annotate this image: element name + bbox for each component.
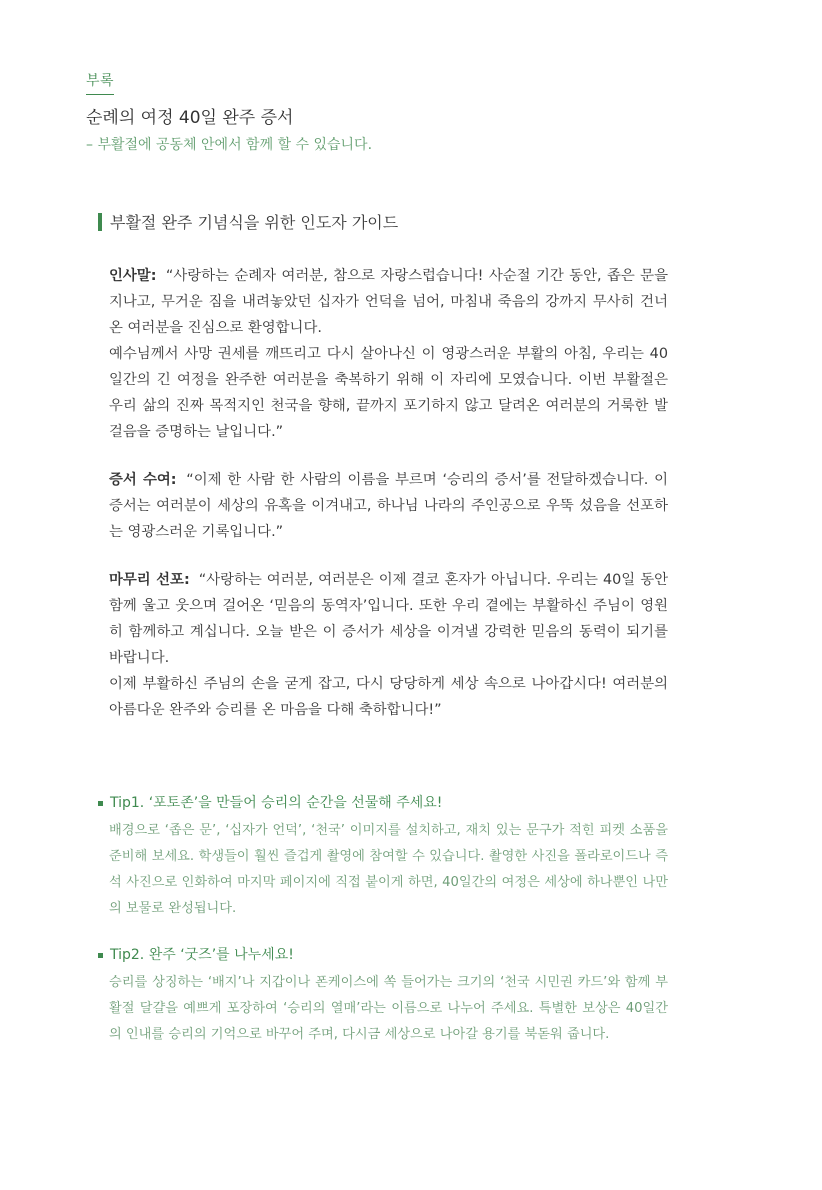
greeting-block (98, 263, 668, 445)
tip-item (98, 944, 668, 1048)
tip-title (98, 944, 668, 964)
tip-title-text: Tip1. ‘포토존’을 만들어 승리의 순간을 선물해 주세요! (110, 795, 443, 811)
heading-accent-bar (98, 213, 102, 231)
award-text: “이제 한 사람 한 사람의 이름을 부르며 ‘승리의 증서’를 전달하겠습니다. 이 증서는 여러분이 세상의 유혹을 이겨내고, 하나님 나라의 주인공으로 우뚝 섰음을 선포하는 영광스러운 기록입니다.” (109, 472, 669, 540)
greeting-label: 인사말: (109, 268, 157, 284)
tip-title-text: Tip2. 완주 ‘굿즈’를 나누세요! (110, 947, 294, 963)
appendix-tag: 부록 (86, 70, 114, 95)
tip-item (98, 792, 668, 922)
square-bullet-icon (98, 953, 103, 958)
closing-text-2: 이제 부활하신 주님의 손을 굳게 잡고, 다시 당당하게 세상 속으로 나아갑시다! 여러분의 아름다운 완주와 승리를 온 마음을 다해 축하합니다!” (109, 676, 668, 718)
leader-guide-section (98, 210, 668, 745)
award-label: 증서 수여: (109, 472, 177, 488)
tip-body: 배경으로 ‘좁은 문’, ‘십자가 언덕’, ‘천국’ 이미지를 설치하고, 재치 있는 문구가 적힌 피켓 소품을 준비해 보세요. 학생들이 훨씬 즐겁게 촬영에 참여할 수 있습니다. 촬영한 사진을 폴라로이드나 즉석 사진으로 인화하여 마지막 페이지에 직접 붙이게 하면, 40일간의 여정은 세상에 하나뿐인 나만의 보물로 완성됩니다. (109, 823, 668, 916)
square-bullet-icon (98, 801, 103, 806)
award-block (98, 467, 668, 545)
greeting-text-1: “사랑하는 순례자 여러분, 참으로 자랑스럽습니다! 사순절 기간 동안, 좁은 문을 지나고, 무거운 짐을 내려놓았던 십자가 언덕을 넘어, 마침내 죽음의 강까지 무사히 건너온 여러분을 진심으로 환영합니다. (109, 268, 668, 336)
page-subtitle: – 부활절에 공동체 안에서 함께 할 수 있습니다. (86, 137, 373, 153)
closing-label: 마무리 선포: (109, 572, 190, 588)
guide-heading (98, 210, 668, 233)
greeting-text-2: 예수님께서 사망 권세를 깨뜨리고 다시 살아나신 이 영광스러운 부활의 아침, 우리는 40일간의 긴 여정을 완주한 여러분을 축복하기 위해 이 자리에 모였습니다. 이번 부활절은 우리 삶의 진짜 목적지인 천국을 향해, 끝까지 포기하지 않고 달려온 여러분의 거룩한 발걸음을 증명하는 날입니다.” (109, 346, 668, 440)
guide-heading-text: 부활절 완주 기념식을 위한 인도자 가이드 (110, 213, 399, 232)
tips-section (98, 792, 668, 1070)
tip-body: 승리를 상징하는 ‘배지’나 지갑이나 폰케이스에 쏙 들어가는 크기의 ‘천국 시민권 카드’와 함께 부활절 달걀을 예쁘게 포장하여 ‘승리의 열매’라는 이름으로 나누어 주세요. 특별한 보상은 40일간의 인내를 승리의 기억으로 바꾸어 주며, 다시금 세상으로 나아갈 용기를 북돋워 줍니다. (109, 975, 668, 1042)
closing-block (98, 567, 668, 723)
tip-title (98, 792, 668, 812)
page-title: 순례의 여정 40일 완주 증서 (86, 108, 294, 128)
closing-text-1: “사랑하는 여러분, 여러분은 이제 결코 혼자가 아닙니다. 우리는 40일 동안 함께 울고 웃으며 걸어온 ‘믿음의 동역자’입니다. 또한 우리 곁에는 부활하신 주님이 영원히 함께하고 계십니다. 오늘 받은 이 증서가 세상을 이겨낼 강력한 믿음의 동력이 되기를 바랍니다. (109, 572, 668, 666)
